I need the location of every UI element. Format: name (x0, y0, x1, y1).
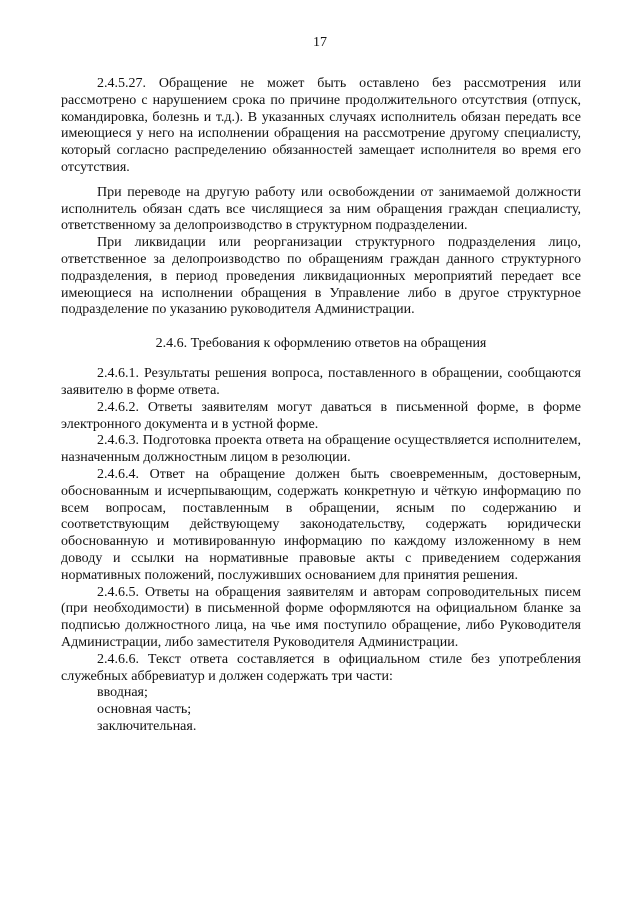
paragraph-2-4-6-1: 2.4.6.1. Результаты решения вопроса, поставленного в обращении, сообщаются заявителю в форме ответа. (61, 366, 581, 398)
paragraph-transfer: При переводе на другую работу или освобождении от занимаемой должности исполнитель обязан сдать все числящиеся за ним обращения граждан специалисту, ответственному за делопроизводство в структурном подразделении. (61, 184, 581, 234)
paragraph-2-4-5-27: 2.4.5.27. Обращение не может быть оставлено без рассмотрения или рассмотрено с нарушением срока по причине продолжительного отсутствия (отпуск, командировка, болезнь и т.д.). В указанных случаях исполнитель обязан передать все имеющиеся у него на исполнении обращения на рассмотрение другому специалисту, который согласно распределению обязанностей замещает исполнителя во время его отсутствия. (61, 76, 581, 175)
list-item: заключительная. (97, 718, 197, 734)
paragraph-2-4-6-3: 2.4.6.3. Подготовка проекта ответа на обращение осуществляется исполнителем, назначенным должностным лицом в резолюции. (61, 433, 581, 466)
section-heading: 2.4.6. Требования к оформлению ответов на обращения (155, 336, 487, 352)
paragraph-liquidation: При ликвидации или реорганизации структурного подразделения лицо, ответственное за делопроизводство по обращениям граждан данного структурного подразделения, в период проведения ликвидационных мероприятий передает все имеющиеся на исполнении обращения в Управление либо в другое структурное подразделение по указанию руководителя Администрации. (61, 235, 581, 318)
paragraph-2-4-6-6: 2.4.6.6. Текст ответа составляется в официальном стиле без употребления служебных аббревиатур и должен содержать три части: (61, 651, 581, 684)
paragraph-2-4-6-2: 2.4.6.2. Ответы заявителям могут даваться в письменной форме, в форме электронного документа и в устной форме. (61, 399, 581, 432)
list-item: основная часть; (97, 702, 192, 718)
paragraph-2-4-6-5: 2.4.6.5. Ответы на обращения заявителям и авторам сопроводительных писем (при необходимости) в письменной форме оформляются на официальном бланке за подписью должностного лица, на чье имя поступило обращение, либо Руководителя Администрации, либо заместителя Руководителя Администрации. (61, 584, 581, 650)
paragraph-2-4-6-4: 2.4.6.4. Ответ на обращение должен быть своевременным, достоверным, обоснованным и исчерпывающим, содержать конкретную и чёткую информацию по всем вопросам, поставленным в обращении, ясным по содержанию и соответствующим действующему законодательству, содержать юридически обоснованную и мотивированную информацию по каждому изложенному в нем доводу и ссылки на нормативные правовые акты с приведением содержания нормативных положений, послуживших основанием для принятия решения. (61, 466, 581, 583)
page-number: 17 (313, 35, 327, 50)
list-item: вводная; (97, 685, 148, 701)
document-body (61, 76, 581, 736)
